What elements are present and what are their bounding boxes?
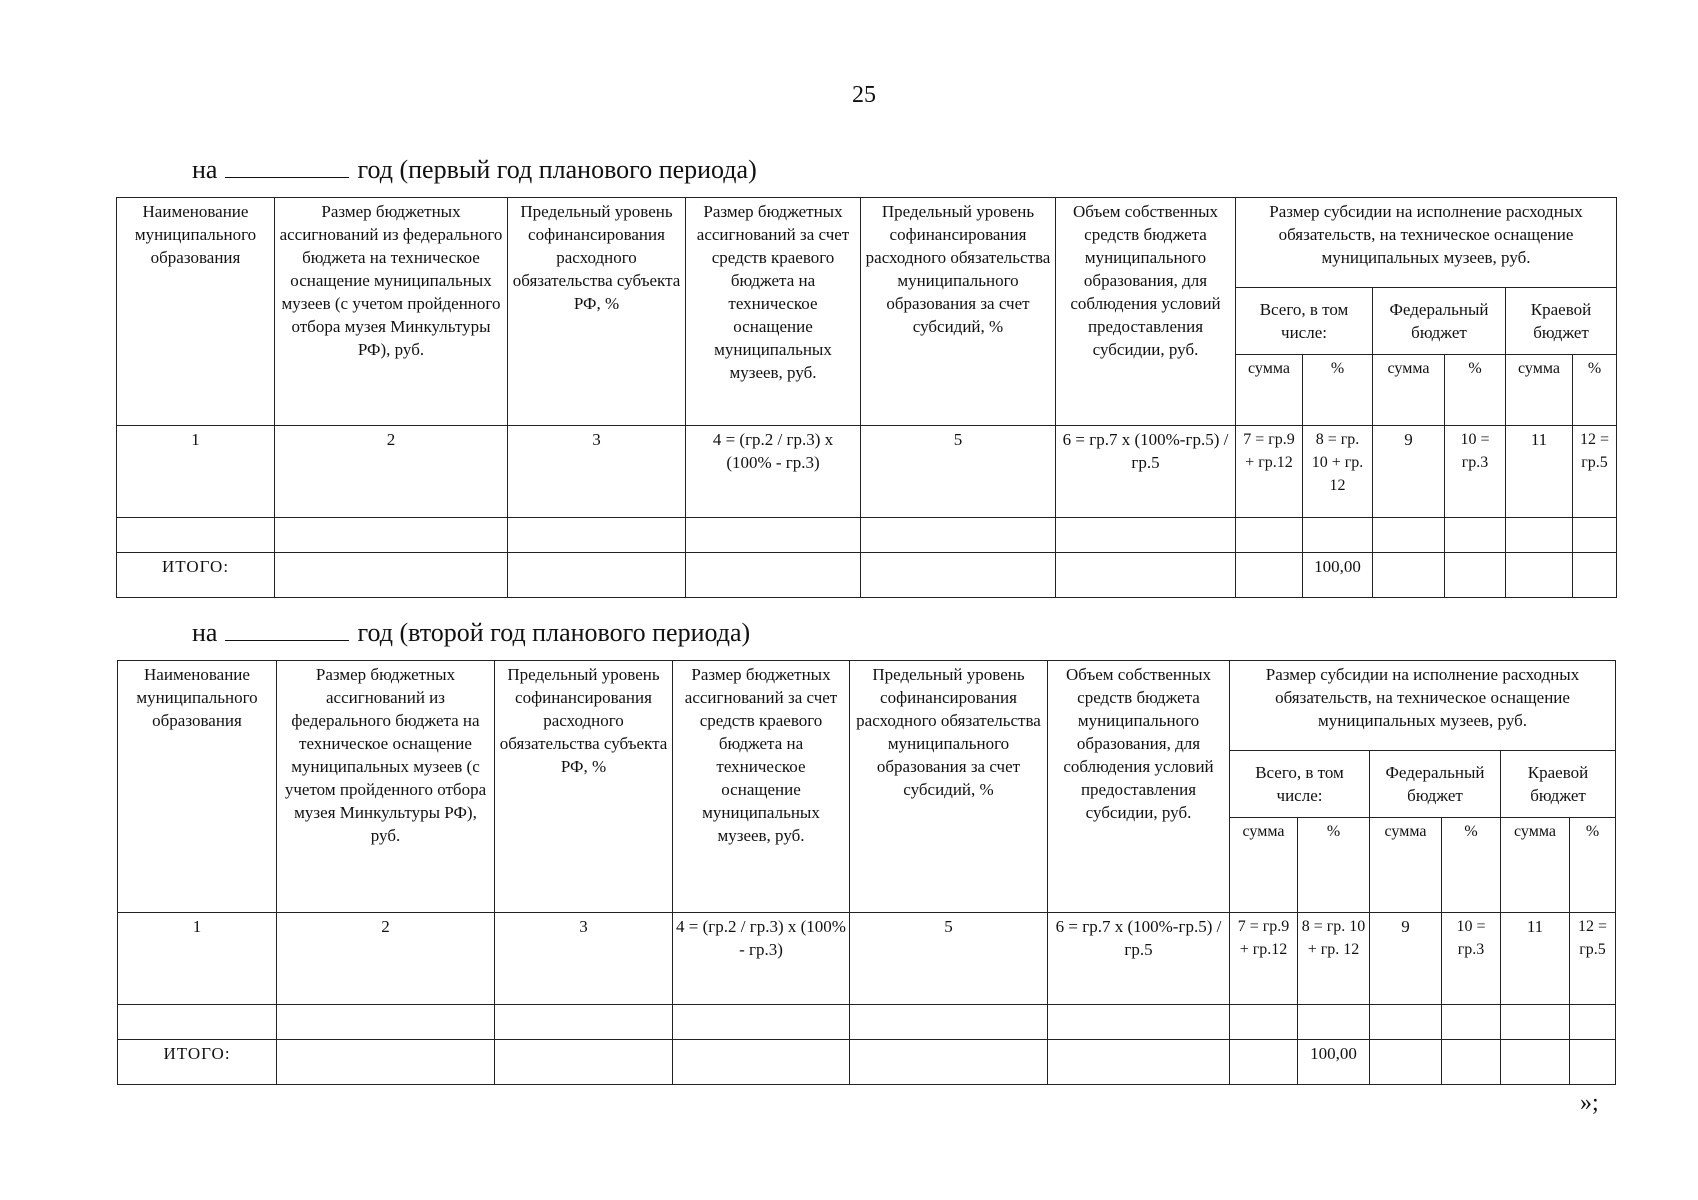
header-subject-cofinancing-level: Предельный уровень софинансирования расходного обязательства субъекта РФ, % xyxy=(508,198,686,426)
header-subject-cofinancing-level: Предельный уровень софинансирования расходного обязательства субъекта РФ, % xyxy=(495,661,673,913)
empty-cell xyxy=(275,518,508,553)
empty-cell xyxy=(673,1005,850,1040)
empty-cell xyxy=(1373,553,1445,598)
header-sum: сумма xyxy=(1373,355,1445,426)
header-own-funds: Объем собственных средств бюджета муниципального образования, для соблюдения условий предоставления субсидии, руб. xyxy=(1056,198,1236,426)
header-regional-budget: Краевой бюджет xyxy=(1506,288,1617,355)
empty-data-row xyxy=(117,518,1617,553)
header-percent: % xyxy=(1303,355,1373,426)
header-regional-budget: Краевой бюджет xyxy=(1501,751,1616,818)
empty-cell xyxy=(1445,553,1506,598)
column-number: 1 xyxy=(118,913,277,1005)
subsidy-table-first-year xyxy=(116,197,1617,598)
header-federal-budget: Федеральный бюджет xyxy=(1373,288,1506,355)
header-percent: % xyxy=(1442,818,1501,913)
empty-cell xyxy=(1445,518,1506,553)
total-row xyxy=(117,553,1617,598)
total-percent: 100,00 xyxy=(1298,1040,1370,1085)
total-label: ИТОГО: xyxy=(117,553,275,598)
empty-cell xyxy=(686,518,861,553)
empty-cell xyxy=(1570,1040,1616,1085)
column-number: 3 xyxy=(495,913,673,1005)
empty-cell xyxy=(1056,518,1236,553)
empty-cell xyxy=(1230,1005,1298,1040)
header-regional-allocations: Размер бюджетных ассигнований за счет средств краевого бюджета на техническое оснащение муниципальных музеев, руб. xyxy=(686,198,861,426)
header-percent: % xyxy=(1445,355,1506,426)
header-percent: % xyxy=(1570,818,1616,913)
header-total-including: Всего, в том числе: xyxy=(1236,288,1373,355)
table-heading-first-year xyxy=(192,155,757,185)
heading-prefix: на xyxy=(192,155,218,184)
column-number: 7 = гр.9 + гр.12 xyxy=(1236,426,1303,518)
total-row xyxy=(118,1040,1616,1085)
empty-cell xyxy=(1501,1040,1570,1085)
header-sum: сумма xyxy=(1236,355,1303,426)
column-number: 10 = гр.3 xyxy=(1442,913,1501,1005)
column-number: 6 = гр.7 x (100%-гр.5) / гр.5 xyxy=(1048,913,1230,1005)
empty-cell xyxy=(1506,553,1573,598)
column-number-row xyxy=(117,426,1617,518)
heading-suffix: год (первый год планового периода) xyxy=(357,155,757,184)
column-number: 12 = гр.5 xyxy=(1570,913,1616,1005)
column-number: 8 = гр. 10 + гр. 12 xyxy=(1298,913,1370,1005)
empty-cell xyxy=(277,1040,495,1085)
empty-cell xyxy=(1442,1040,1501,1085)
header-own-funds: Объем собственных средств бюджета муниципального образования, для соблюдения условий предоставления субсидии, руб. xyxy=(1048,661,1230,913)
closing-quote-mark: »; xyxy=(1580,1090,1599,1116)
heading-prefix: на xyxy=(192,618,218,647)
total-label: ИТОГО: xyxy=(118,1040,277,1085)
empty-cell xyxy=(673,1040,850,1085)
empty-cell xyxy=(118,1005,277,1040)
empty-cell xyxy=(850,1005,1048,1040)
header-federal-allocations: Размер бюджетных ассигнований из федерального бюджета на техническое оснащение муниципальных музеев (с учетом пройденного отбора музея Минкультуры РФ), руб. xyxy=(277,661,495,913)
empty-cell xyxy=(1048,1005,1230,1040)
empty-cell xyxy=(508,518,686,553)
header-sum: сумма xyxy=(1230,818,1298,913)
empty-cell xyxy=(1230,1040,1298,1085)
empty-cell xyxy=(1506,518,1573,553)
header-municipality: Наименование муниципального образования xyxy=(117,198,275,426)
empty-cell xyxy=(1370,1040,1442,1085)
header-sum: сумма xyxy=(1506,355,1573,426)
header-percent: % xyxy=(1298,818,1370,913)
empty-data-row xyxy=(118,1005,1616,1040)
heading-suffix: год (второй год планового периода) xyxy=(357,618,751,647)
header-federal-allocations: Размер бюджетных ассигнований из федерального бюджета на техническое оснащение муниципальных музеев (с учетом пройденного отбора музея Минкультуры РФ), руб. xyxy=(275,198,508,426)
column-number-row xyxy=(118,913,1616,1005)
year-blank-field xyxy=(225,157,349,178)
empty-cell xyxy=(117,518,275,553)
column-number: 8 = гр. 10 + гр. 12 xyxy=(1303,426,1373,518)
empty-cell xyxy=(861,553,1056,598)
column-number: 6 = гр.7 x (100%-гр.5) / гр.5 xyxy=(1056,426,1236,518)
empty-cell xyxy=(275,553,508,598)
column-number: 4 = (гр.2 / гр.3) x (100% - гр.3) xyxy=(673,913,850,1005)
empty-cell xyxy=(495,1040,673,1085)
column-number: 3 xyxy=(508,426,686,518)
column-number: 7 = гр.9 + гр.12 xyxy=(1230,913,1298,1005)
header-municipal-cofinancing-level: Предельный уровень софинансирования расходного обязательства муниципального образования за счет субсидий, % xyxy=(850,661,1048,913)
header-federal-budget: Федеральный бюджет xyxy=(1370,751,1501,818)
empty-cell xyxy=(850,1040,1048,1085)
column-number: 5 xyxy=(850,913,1048,1005)
header-municipal-cofinancing-level: Предельный уровень софинансирования расходного обязательства муниципального образования за счет субсидий, % xyxy=(861,198,1056,426)
column-number: 9 xyxy=(1373,426,1445,518)
empty-cell xyxy=(1236,518,1303,553)
empty-cell xyxy=(1303,518,1373,553)
year-blank-field xyxy=(225,620,349,641)
header-sum: сумма xyxy=(1370,818,1442,913)
empty-cell xyxy=(686,553,861,598)
header-sum: сумма xyxy=(1501,818,1570,913)
column-number: 11 xyxy=(1501,913,1570,1005)
header-total-including: Всего, в том числе: xyxy=(1230,751,1370,818)
column-number: 5 xyxy=(861,426,1056,518)
page-number: 25 xyxy=(852,82,876,108)
header-percent: % xyxy=(1573,355,1617,426)
empty-cell xyxy=(1573,553,1617,598)
column-number: 9 xyxy=(1370,913,1442,1005)
column-number: 4 = (гр.2 / гр.3) x (100% - гр.3) xyxy=(686,426,861,518)
column-number: 2 xyxy=(275,426,508,518)
subsidy-table-second-year xyxy=(117,660,1616,1085)
header-municipality: Наименование муниципального образования xyxy=(118,661,277,913)
empty-cell xyxy=(1370,1005,1442,1040)
empty-cell xyxy=(277,1005,495,1040)
column-number: 11 xyxy=(1506,426,1573,518)
empty-cell xyxy=(1056,553,1236,598)
empty-cell xyxy=(1573,518,1617,553)
total-percent: 100,00 xyxy=(1303,553,1373,598)
empty-cell xyxy=(1570,1005,1616,1040)
column-number: 12 = гр.5 xyxy=(1573,426,1617,518)
empty-cell xyxy=(1501,1005,1570,1040)
empty-cell xyxy=(508,553,686,598)
column-number: 2 xyxy=(277,913,495,1005)
empty-cell xyxy=(495,1005,673,1040)
header-subsidy-group: Размер субсидии на исполнение расходных обязательств, на техническое оснащение муниципальных музеев, руб. xyxy=(1230,661,1616,751)
header-regional-allocations: Размер бюджетных ассигнований за счет средств краевого бюджета на техническое оснащение муниципальных музеев, руб. xyxy=(673,661,850,913)
empty-cell xyxy=(1442,1005,1501,1040)
column-number: 1 xyxy=(117,426,275,518)
empty-cell xyxy=(1048,1040,1230,1085)
empty-cell xyxy=(861,518,1056,553)
table-heading-second-year xyxy=(192,618,750,648)
empty-cell xyxy=(1236,553,1303,598)
header-subsidy-group: Размер субсидии на исполнение расходных обязательств, на техническое оснащение муниципальных музеев, руб. xyxy=(1236,198,1617,288)
column-number: 10 = гр.3 xyxy=(1445,426,1506,518)
empty-cell xyxy=(1298,1005,1370,1040)
empty-cell xyxy=(1373,518,1445,553)
